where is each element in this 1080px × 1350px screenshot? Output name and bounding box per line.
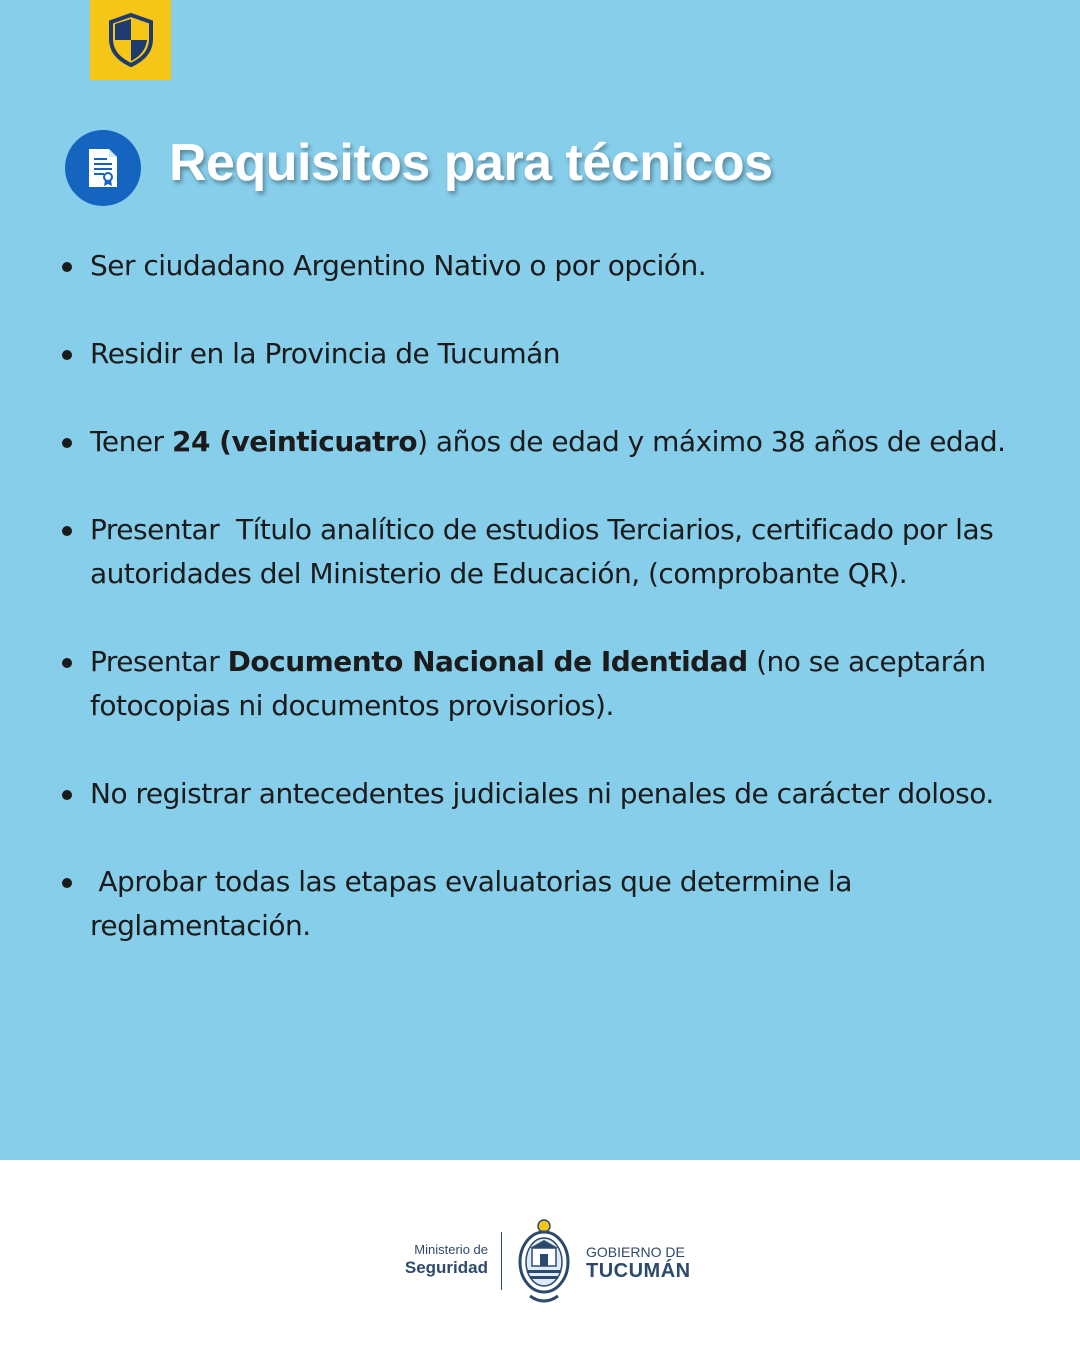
page-title: Requisitos para técnicos	[169, 134, 773, 192]
bullet-icon	[62, 350, 72, 360]
government-logo-text	[586, 1244, 691, 1282]
list-item	[0, 772, 1080, 816]
footer-divider	[501, 1232, 502, 1290]
bullet-icon	[62, 878, 72, 888]
requirement-text-bold: Documento Nacional de Identidad	[227, 645, 748, 678]
shield-badge	[90, 0, 171, 80]
document-certificate-icon	[86, 147, 120, 189]
requirement-text: Residir en la Provincia de Tucumán	[90, 337, 561, 370]
list-item	[0, 420, 1080, 464]
bullet-icon	[62, 526, 72, 536]
requirement-text-bold: 24 (veinticuatro	[171, 425, 418, 458]
bullet-icon	[62, 790, 72, 800]
bullet-icon	[62, 262, 72, 272]
document-icon-circle	[65, 130, 141, 206]
ministry-line2: Seguridad	[404, 1258, 488, 1277]
shield-icon	[108, 13, 154, 67]
requirement-text: No registrar antecedentes judiciales ni penales de carácter doloso.	[90, 777, 994, 810]
ministry-logo-text	[360, 1242, 488, 1278]
bullet-icon	[62, 658, 72, 668]
gov-line2: TUCUMÁN	[586, 1260, 691, 1282]
requirements-list	[0, 244, 1080, 992]
coat-of-arms-icon	[512, 1218, 576, 1304]
list-item	[0, 640, 1080, 728]
requirement-text: Aprobar todas las etapas evaluatorias que determine la reglamentación.	[90, 865, 861, 942]
list-item	[0, 860, 1080, 948]
requirement-text: Presentar Título analítico de estudios Terciarios, certificado por las autoridades del Ministerio de Educación, (comprobante QR).	[90, 513, 1002, 590]
bullet-icon	[62, 438, 72, 448]
footer	[0, 1160, 1080, 1350]
gov-line1: GOBIERNO DE	[586, 1244, 685, 1260]
requirement-text-post: (no se aceptarán fotocopias ni documentos provisorios).	[90, 645, 986, 722]
requirement-text: Ser ciudadano Argentino Nativo o por opción.	[90, 249, 707, 282]
ministry-line1: Ministerio de	[414, 1242, 488, 1257]
requirement-text-pre: Presentar	[90, 645, 228, 678]
requirement-text-pre: Tener	[90, 425, 172, 458]
list-item	[0, 244, 1080, 288]
requirement-text-post: ) años de edad y máximo 38 años de edad.	[417, 425, 1006, 458]
list-item	[0, 508, 1080, 596]
list-item	[0, 332, 1080, 376]
